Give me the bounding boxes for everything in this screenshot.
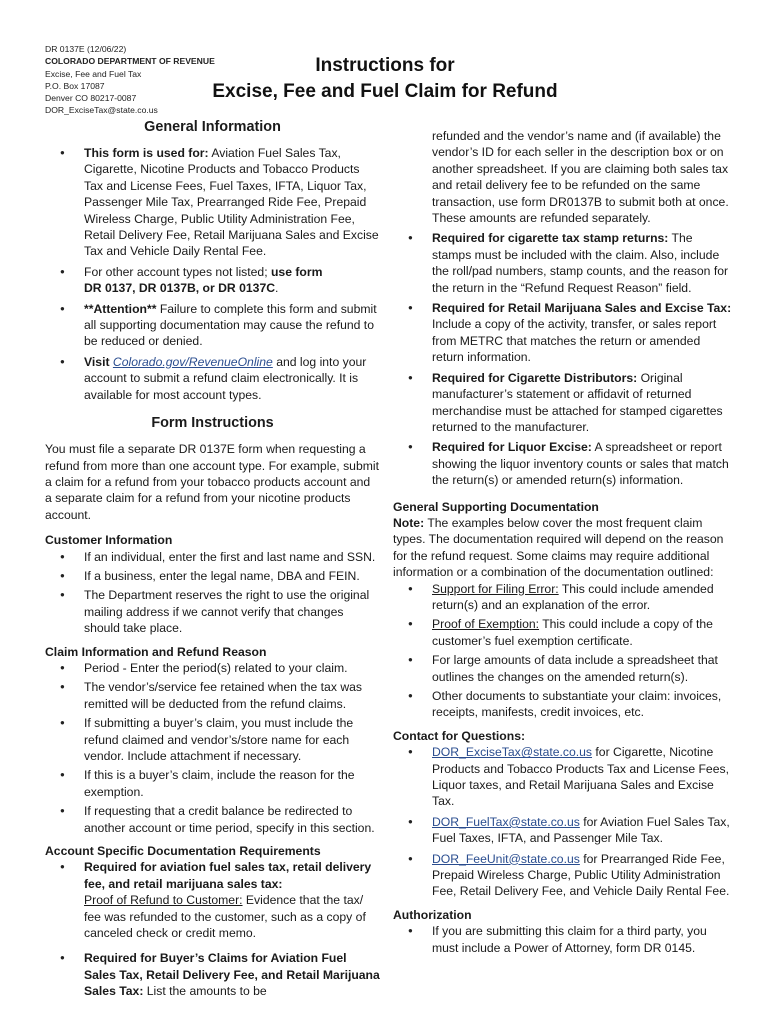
item-text: List the amounts to be: [143, 984, 267, 999]
left-column: [45, 117, 380, 1000]
list-item: [45, 264, 380, 297]
note-label: Note:: [393, 515, 425, 530]
item-text: and log into your account to submit a refund claim electronically. It is available for most account types.: [84, 354, 367, 402]
account-specific-heading: Account Specific Documentation Requirements: [45, 844, 321, 859]
bold-lead: Required for Cigarette Distributors:: [432, 370, 638, 385]
underlined-label: Support for Filing Error:: [432, 581, 559, 596]
customer-information-list: [45, 549, 380, 637]
list-item: [393, 370, 733, 436]
contact-list: [393, 744, 733, 900]
bold-lead: Required for Liquor Excise:: [432, 440, 592, 455]
item-text: Include a copy of the activity, transfer, or sales report from METRC that matches the return or amended return information.: [432, 317, 717, 365]
title-line-1: Instructions for: [315, 55, 455, 76]
list-item: [393, 851, 733, 900]
list-item: [393, 300, 733, 366]
item-text: This could include a copy of the customer’s fuel exemption certificate.: [432, 617, 713, 648]
excise-tax-email-link[interactable]: DOR_ExciseTax@state.co.us: [432, 745, 593, 760]
general-supporting-note: [393, 515, 733, 581]
general-information-list: [45, 145, 380, 403]
form-instructions-heading: Form Instructions: [151, 415, 274, 432]
list-item: [393, 581, 733, 614]
underlined-label: Proof of Exemption:: [432, 617, 540, 632]
list-item: ● If this is a buyer’s claim, include the reason for the exemption.: [45, 767, 380, 800]
note-text: The examples below cover the most frequent claim types. The documentation required will depend on the reason for the refund request. Some claims may require additional information or a combination of the documentation outlined:: [393, 515, 724, 580]
item-text: for Cigarette, Nicotine Products and Tobacco Products Tax and License Fees, Liquor taxes, and Retail Marijuana Sales and Excise Tax.: [432, 745, 729, 809]
claim-information-heading: Claim Information and Refund Reason: [45, 644, 267, 659]
page-title: [190, 53, 580, 104]
list-item: [393, 744, 733, 810]
fuel-tax-email-link[interactable]: DOR_FuelTax@state.co.us: [432, 814, 580, 829]
list-item: [45, 354, 380, 403]
bold-lead: Required for cigarette tax stamp returns:: [432, 231, 669, 246]
bold-lead: Required for Retail Marijuana Sales and Excise Tax:: [432, 301, 732, 316]
bold-lead: Required for Buyer’s Claims for Aviation Fuel Sales Tax, Retail Delivery Fee, and Retail Marijuana Sales Tax:: [84, 951, 380, 999]
division-name: Excise, Fee and Fuel Tax: [45, 68, 142, 79]
list-item: [393, 439, 733, 488]
list-item: ● Period - Enter the period(s) related to your claim.: [45, 660, 380, 676]
list-item: [45, 950, 380, 999]
account-specific-list-continued: [393, 128, 733, 489]
list-item: [393, 814, 733, 847]
form-number: DR 0137E (12/06/22): [45, 44, 127, 54]
list-item: ● The vendor’s/service fee retained when the tax was remitted will be deducted from the refund claims.: [45, 679, 380, 712]
item-text: .: [275, 281, 279, 296]
list-item: ● If requesting that a credit balance be redirected to another account or time period, specify in this section.: [45, 803, 380, 836]
item-text: A spreadsheet or report showing the liquor inventory counts or sales that match the return(s) or amended return(s) information.: [432, 440, 729, 488]
list-item: [393, 616, 733, 649]
city-zip: Denver CO 80217-0087: [45, 93, 137, 104]
list-item: [45, 859, 380, 941]
department-name: COLORADO DEPARTMENT OF REVENUE: [45, 56, 215, 67]
item-text: Aviation Fuel Sales Tax, Cigarette, Nicotine Products and Tobacco Products Tax and License Fees, Fuel Taxes, IFTA, Liquor Tax, Passenger Mile Tax, Prearranged Ride Fee, Prepaid Wireless Charge, Public Utility Administration Fee, Retail Delivery Fee, Retail Marijuana Sales and Excise Tax and Vehicle Daily Rental Fee.: [84, 146, 379, 259]
revenue-online-link[interactable]: Colorado.gov/RevenueOnline: [112, 354, 273, 369]
bold-text: DR 0137, DR 0137B, or DR 0137C: [84, 281, 276, 296]
bold-lead: Visit: [84, 354, 113, 369]
item-text: Original manufacturer’s statement or affidavit of returned merchandise must be attached for stamped cigarettes returned to the manufacturer.: [432, 370, 723, 434]
item-text: for Aviation Fuel Sales Tax, Fuel Taxes, IFTA, and Passenger Mile Tax.: [432, 814, 730, 846]
authorization-heading: Authorization: [393, 907, 472, 922]
po-box: P.O. Box 17087: [45, 80, 105, 91]
item-text: for Prearranged Ride Fee, Prepaid Wireless Charge, Public Utility Administration Fee, Retail Delivery Fee, and Vehicle Daily Rental Fee.: [432, 851, 730, 899]
fee-unit-email-link[interactable]: DOR_FeeUnit@state.co.us: [432, 851, 580, 866]
list-item: [393, 230, 733, 296]
list-item: ● The Department reserves the right to use the original mailing address if we cannot verify that changes should take place.: [45, 587, 380, 636]
underlined-label: Proof of Refund to Customer:: [84, 893, 243, 908]
general-supporting-heading: General Supporting Documentation: [393, 499, 599, 514]
customer-information-heading: Customer Information: [45, 533, 173, 548]
item-text: Other documents to substantiate your claim: invoices, receipts, manifests, credit invoices, etc.: [432, 689, 722, 720]
item-text: Failure to complete this form and submit all supporting documentation may cause the refund to be reduced or denied.: [84, 301, 377, 349]
general-supporting-list: [393, 581, 733, 721]
bold-lead: Required for aviation fuel sales tax, retail delivery fee, and retail marijuana sales tax:: [84, 860, 372, 891]
right-column: [393, 128, 733, 956]
item-text: For other account types not listed;: [84, 264, 271, 279]
general-information-heading: General Information: [144, 119, 281, 135]
bold-text: use form: [270, 264, 323, 279]
list-item-continued: [393, 128, 733, 226]
authorization-list: [393, 923, 733, 956]
list-item: ● If a business, enter the legal name, DBA and FEIN.: [45, 568, 380, 584]
bold-lead: This form is used for:: [84, 146, 209, 160]
item-text: refunded and the vendor’s name and (if available) the vendor’s ID for each seller in the description box or on another spreadsheet. If you are claiming both sales tax and retail delivery fee to be refunded on the same transaction, use form DR0137B to submit both at once. These amounts are refunded separately.: [432, 129, 729, 226]
list-item: ● If you are submitting this claim for a third party, you must include a Power of Attorney, form DR 0145.: [393, 923, 733, 956]
account-specific-list: [45, 859, 380, 999]
list-item: [45, 145, 380, 260]
contact-heading: Contact for Questions:: [393, 728, 526, 743]
claim-information-list: [45, 660, 380, 836]
item-text: Evidence that the tax/ fee was refunded to the customer, such as a copy of canceled check or credit memo.: [84, 893, 366, 941]
list-item: [393, 688, 733, 721]
list-item: [393, 652, 733, 685]
item-text: For large amounts of data include a spreadsheet that outlines the changes on the amended return(s).: [432, 653, 718, 684]
bold-lead: **Attention**: [84, 301, 157, 316]
item-text: This could include amended return(s) and an explanation of the error.: [432, 581, 714, 612]
list-item: ● If submitting a buyer’s claim, you must include the refund claimed and vendor’s/store name for each vendor. Include attachment if necessary.: [45, 715, 380, 764]
list-item: [45, 301, 380, 350]
title-line-2: Excise, Fee and Fuel Claim for Refund: [212, 80, 558, 102]
form-instructions-intro: You must file a separate DR 0137E form when requesting a refund from more than one account type. For example, submit a claim for a refund from your tobacco products account and a separate claim for a refund from your nicotine products account.: [45, 442, 379, 522]
list-item: ● If an individual, enter the first and last name and SSN.: [45, 549, 380, 565]
item-text: The stamps must be included with the claim. Also, include the roll/pad numbers, stamp counts, and the reason for the return in the “Refund Request Reason” field.: [432, 231, 729, 295]
header-email: DOR_ExciseTax@state.co.us: [45, 105, 158, 116]
